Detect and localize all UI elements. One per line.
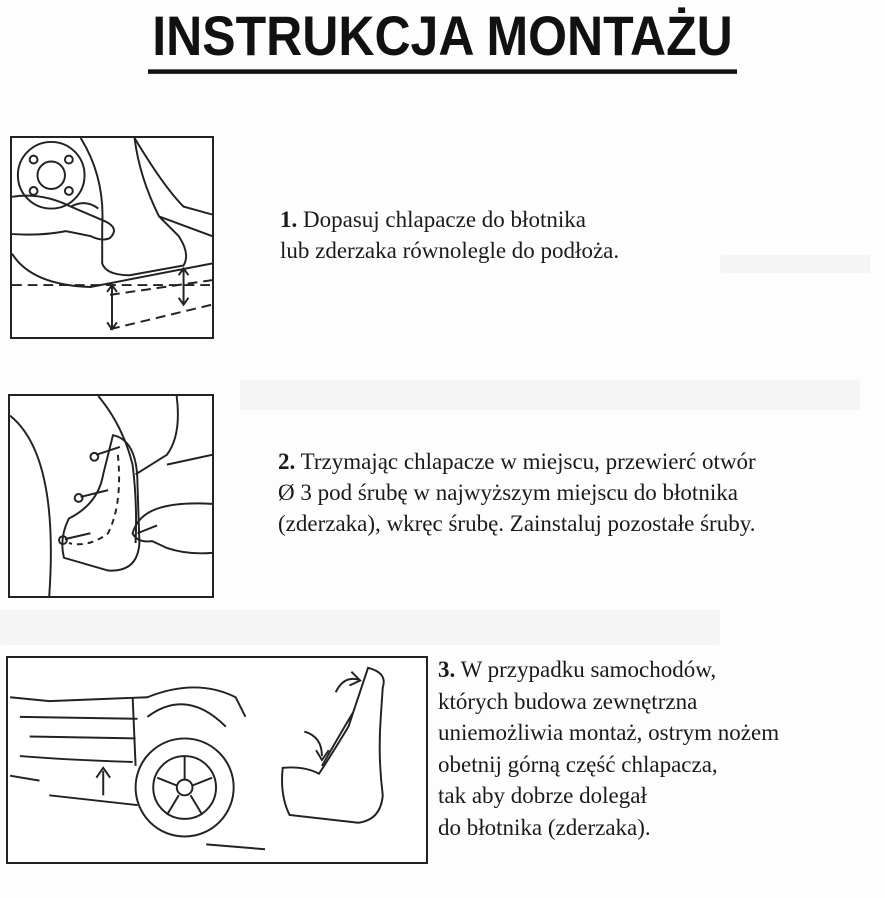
step-line bbox=[438, 654, 779, 686]
step-line: Ø 3 pod śrubę w najwyższym miejscu do błotnika bbox=[278, 480, 738, 505]
step-line: tak aby dobrze dolegał bbox=[438, 783, 647, 808]
step-line bbox=[280, 204, 619, 235]
step-line bbox=[278, 446, 756, 477]
step-line-text: W przypadku samochodów, bbox=[460, 657, 717, 682]
trimming-mudflap-illustration bbox=[6, 656, 428, 864]
step-line: obetnij górną część chlapacza, bbox=[438, 751, 718, 777]
step-line: których budowa zewnętrzna bbox=[438, 688, 698, 714]
step-1-text bbox=[280, 204, 619, 266]
step-line: uniemożliwia montaż, ostrym nożem bbox=[438, 720, 780, 745]
step-line: do błotnika (zderzaka). bbox=[438, 814, 651, 840]
background-smudge bbox=[720, 255, 870, 273]
drilling-screws-illustration bbox=[8, 394, 214, 598]
background-smudge bbox=[0, 610, 720, 645]
step-line-text: Dopasuj chlapacze do błotnika bbox=[303, 207, 586, 232]
page-title: INSTRUKCJA MONTAŻU bbox=[0, 2, 885, 74]
step-line: lub zderzaka równolegle do podłoża. bbox=[280, 238, 620, 263]
step-number: 1. bbox=[280, 207, 298, 232]
step-2-text bbox=[278, 446, 756, 539]
step-number: 3. bbox=[438, 657, 456, 682]
background-smudge bbox=[240, 380, 860, 410]
step-line: (zderzaka), wkręc śrubę. Zainstaluj pozostałe śruby. bbox=[278, 511, 756, 536]
step-3-text bbox=[438, 654, 779, 843]
drilling-screws-drawing bbox=[10, 396, 212, 596]
trimming-mudflap-drawing bbox=[8, 658, 426, 862]
fitting-mudflap-drawing bbox=[12, 138, 212, 337]
fitting-mudflap-illustration bbox=[10, 136, 214, 339]
step-line-text: Trzymając chlapacze w miejscu, przewierć otwór bbox=[300, 449, 756, 474]
step-number: 2. bbox=[278, 449, 296, 474]
